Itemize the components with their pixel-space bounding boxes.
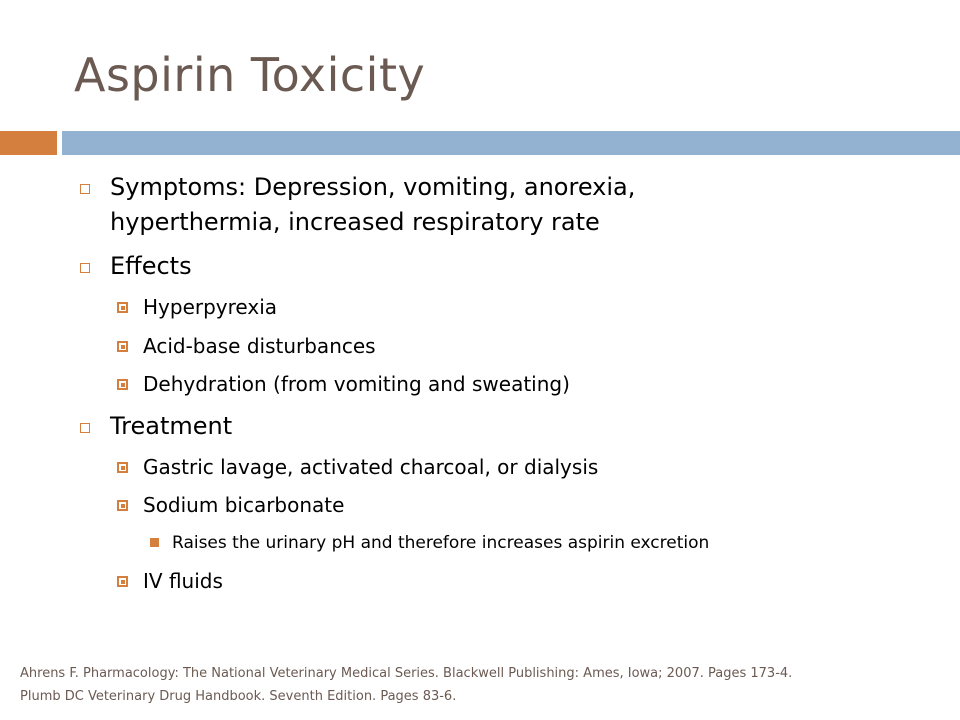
bullet-symptoms-line1: Symptoms: Depression, vomiting, anorexia, [110,173,636,201]
references [20,662,792,708]
square-bullet-icon [80,184,90,194]
filled-square-bullet-icon [117,500,128,511]
accent-bar-orange [0,131,57,155]
filled-square-bullet-icon [117,576,128,587]
filled-square-bullet-icon [117,462,128,473]
treatment-item: Gastric lavage, activated charcoal, or dialysis [143,455,599,479]
bullet-symptoms-line2: hyperthermia, increased respiratory rate [110,208,600,236]
bullet-effects: Effects [110,252,192,280]
slide-title: Aspirin Toxicity [74,48,426,102]
small-square-bullet-icon [150,538,159,547]
treatment-item: Sodium bicarbonate [143,493,345,517]
filled-square-bullet-icon [117,302,128,313]
treatment-item: IV fluids [143,569,223,593]
filled-square-bullet-icon [117,379,128,390]
reference-line: Ahrens F. Pharmacology: The National Veterinary Medical Series. Blackwell Publishing: Ames, Iowa; 2007. Pages 173-4. [20,666,793,681]
square-bullet-icon [80,263,90,273]
effects-item: Hyperpyrexia [143,295,278,319]
effects-item: Acid-base disturbances [143,334,376,358]
accent-bar-blue [62,131,960,155]
effects-item: Dehydration (from vomiting and sweating) [143,372,570,396]
bullet-treatment: Treatment [110,412,233,440]
reference-line: Plumb DC Veterinary Drug Handbook. Seventh Edition. Pages 83-6. [20,689,457,704]
filled-square-bullet-icon [117,341,128,352]
treatment-subitem: Raises the urinary pH and therefore increases aspirin excretion [172,533,710,553]
square-bullet-icon [80,423,90,433]
